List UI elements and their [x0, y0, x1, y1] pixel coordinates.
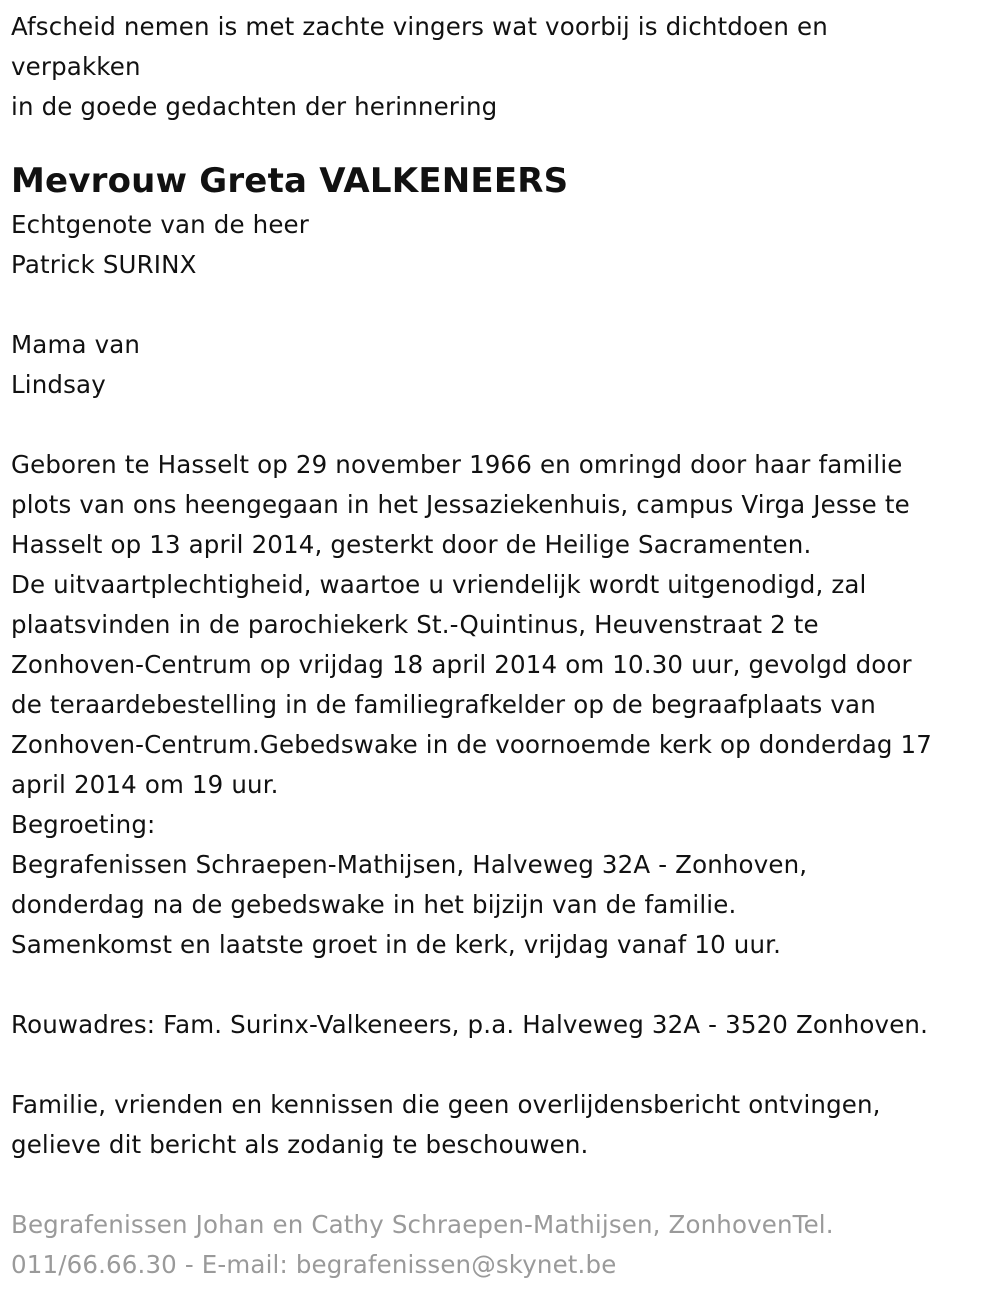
spouse-line: Echtgenote van de heer [11, 210, 309, 239]
notice-line: gelieve dit bericht als zodanig te beschouwen. [11, 1130, 589, 1159]
children-block [11, 325, 990, 405]
announcement-block [11, 445, 990, 965]
children-line: Lindsay [11, 370, 106, 399]
announcement-line: de teraardebestelling in de familiegrafkelder op de begraafplaats van [11, 690, 876, 719]
motto-line: Afscheid nemen is met zachte vingers wat voorbij is dichtdoen en [11, 12, 828, 41]
announcement-line: Hasselt op 13 april 2014, gesterkt door de Heilige Sacramenten. [11, 530, 812, 559]
children-line: Mama van [11, 330, 141, 359]
announcement-line: Samenkomst en laatste groet in de kerk, vrijdag vanaf 10 uur. [11, 930, 782, 959]
announcement-line: Begroeting: [11, 810, 156, 839]
mourning-address: Rouwadres: Fam. Surinx-Valkeneers, p.a. Halveweg 32A - 3520 Zonhoven. [11, 1010, 929, 1039]
notice-block [11, 1085, 990, 1165]
motto-line: verpakken [11, 52, 141, 81]
announcement-line: april 2014 om 19 uur. [11, 770, 279, 799]
notice-line: Familie, vrienden en kennissen die geen overlijdensbericht ontvingen, [11, 1090, 881, 1119]
funeral-home-footer [11, 1205, 990, 1285]
footer-line: Begrafenissen Johan en Cathy Schraepen-Mathijsen, ZonhovenTel. [11, 1210, 834, 1239]
announcement-line: Zonhoven-Centrum.Gebedswake in de voornoemde kerk op donderdag 17 [11, 730, 933, 759]
announcement-line: Begrafenissen Schraepen-Mathijsen, Halveweg 32A - Zonhoven, [11, 850, 808, 879]
spouse-block [11, 205, 990, 285]
motto [11, 7, 990, 127]
announcement-line: Zonhoven-Centrum op vrijdag 18 april 2014 om 10.30 uur, gevolgd door [11, 650, 912, 679]
spouse-line: Patrick SURINX [11, 250, 197, 279]
announcement-line: plaatsvinden in de parochiekerk St.-Quintinus, Heuvenstraat 2 te [11, 610, 819, 639]
announcement-line: De uitvaartplechtigheid, waartoe u vriendelijk wordt uitgenodigd, zal [11, 570, 867, 599]
announcement-line: Geboren te Hasselt op 29 november 1966 en omringd door haar familie [11, 450, 903, 479]
deceased-name: Mevrouw Greta VALKENEERS [11, 161, 569, 201]
announcement-line: donderdag na de gebedswake in het bijzijn van de familie. [11, 890, 737, 919]
footer-line: 011/66.66.30 - E-mail: begrafenissen@skynet.be [11, 1250, 617, 1279]
announcement-line: plots van ons heengegaan in het Jessaziekenhuis, campus Virga Jesse te [11, 490, 910, 519]
motto-line: in de goede gedachten der herinnering [11, 92, 498, 121]
